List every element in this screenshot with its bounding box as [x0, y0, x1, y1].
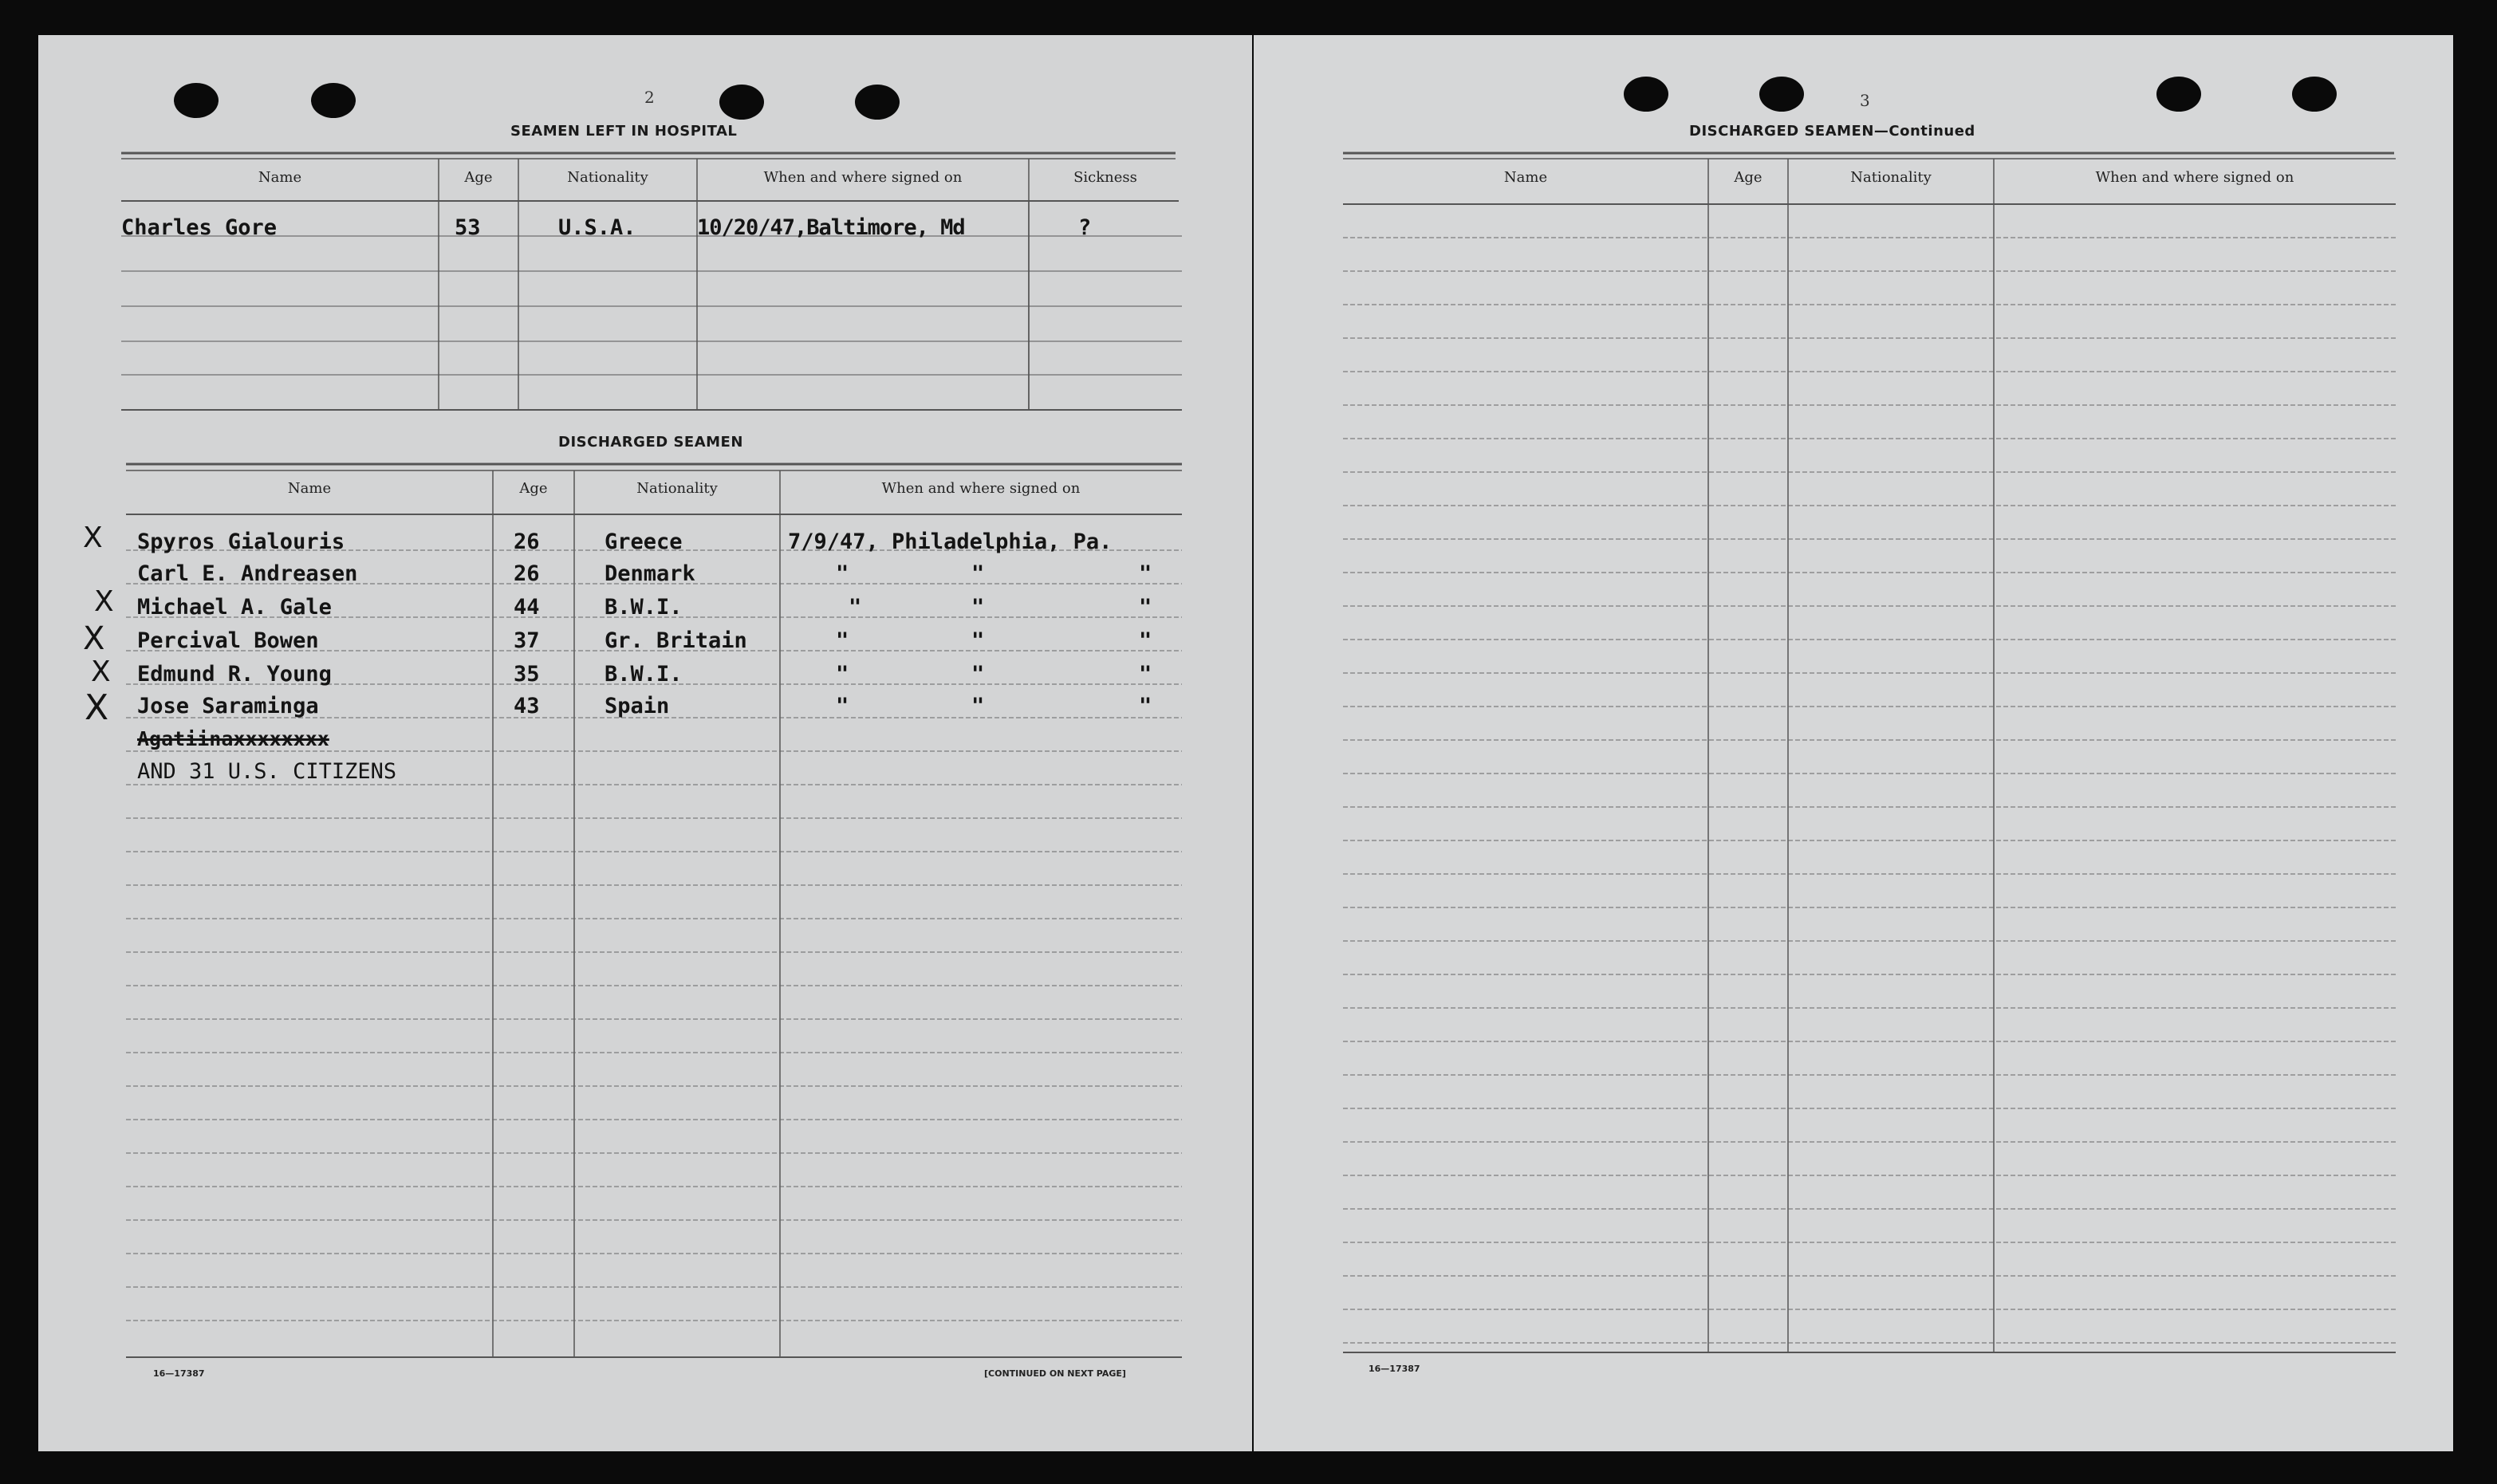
- ditto-mark: ": [971, 694, 985, 718]
- form-number: 16—17387: [153, 1368, 205, 1379]
- check-mark: X: [94, 585, 114, 618]
- ditto-mark: ": [1139, 628, 1152, 653]
- discharged-age: 37: [514, 628, 540, 653]
- discharged-nationality: Gr. Britain: [605, 628, 747, 653]
- ditto-mark: ": [836, 561, 849, 586]
- hospital-row-sickness: ?: [1078, 215, 1092, 240]
- discharged-nationality: Denmark: [605, 561, 695, 586]
- section-title: DISCHARGED SEAMEN—Continued: [1689, 123, 1975, 140]
- discharged-age: 26: [514, 529, 540, 554]
- hospital-col-age: Age: [464, 169, 493, 186]
- ditto-mark: ": [836, 694, 849, 718]
- ditto-mark: ": [971, 628, 985, 653]
- ditto-mark: ": [1139, 561, 1152, 586]
- struck-out-entry: Agatiinaxxxxxxxx: [137, 727, 329, 750]
- hospital-col-signed-on: When and where signed on: [763, 169, 963, 186]
- ditto-mark: ": [971, 662, 985, 687]
- check-mark: X: [83, 522, 103, 554]
- col-age: Age: [1734, 169, 1762, 186]
- hospital-row-signed-on: 10/20/47,Baltimore, Md: [697, 215, 965, 240]
- discharged-col-signed-on: When and where signed on: [881, 480, 1081, 497]
- right-page-rules: [1254, 35, 2453, 1451]
- ditto-mark: ": [1139, 662, 1152, 687]
- discharged-nationality: Spain: [605, 694, 670, 718]
- hospital-col-name: Name: [258, 169, 302, 186]
- check-mark: X: [91, 655, 111, 688]
- discharged-age: 35: [514, 662, 540, 687]
- discharged-signed-on: 7/9/47, Philadelphia, Pa.: [788, 529, 1113, 554]
- discharged-nationality: B.W.I.: [605, 662, 683, 687]
- ditto-mark: ": [849, 595, 862, 620]
- check-mark: X: [85, 687, 109, 728]
- discharged-name: Percival Bowen: [137, 628, 319, 653]
- us-citizens-note: AND 31 U.S. CITIZENS: [137, 759, 397, 784]
- discharged-col-name: Name: [287, 480, 332, 497]
- discharged-name: Spyros Gialouris: [137, 529, 345, 554]
- discharged-col-age: Age: [519, 480, 548, 497]
- ditto-mark: ": [971, 595, 985, 620]
- discharged-name: Carl E. Andreasen: [137, 561, 358, 586]
- col-nationality: Nationality: [1850, 169, 1932, 186]
- hospital-row-age: 53: [455, 215, 481, 240]
- discharged-age: 43: [514, 694, 540, 718]
- continued-note: [CONTINUED ON NEXT PAGE]: [984, 1368, 1126, 1379]
- hospital-row-name: Charles Gore: [121, 215, 278, 240]
- hospital-row-nationality: U.S.A.: [558, 215, 636, 240]
- ditto-mark: ": [1139, 595, 1152, 620]
- ditto-mark: ": [836, 662, 849, 687]
- discharged-name: Jose Saraminga: [137, 694, 319, 718]
- col-name: Name: [1503, 169, 1548, 186]
- discharged-name: Edmund R. Young: [137, 662, 332, 687]
- ditto-mark: ": [1139, 694, 1152, 718]
- form-number: 16—17387: [1369, 1364, 1420, 1374]
- hospital-col-sickness: Sickness: [1073, 169, 1137, 186]
- page-number: 2: [644, 88, 655, 107]
- discharged-col-nationality: Nationality: [636, 480, 718, 497]
- discharged-name: Michael A. Gale: [137, 595, 332, 620]
- discharged-age: 26: [514, 561, 540, 586]
- hospital-col-nationality: Nationality: [567, 169, 648, 186]
- hospital-section-title: SEAMEN LEFT IN HOSPITAL: [510, 123, 738, 140]
- discharged-nationality: B.W.I.: [605, 595, 683, 620]
- right-page: [1254, 35, 2453, 1451]
- ditto-mark: ": [836, 628, 849, 653]
- check-mark: X: [83, 620, 105, 657]
- col-signed-on: When and where signed on: [2095, 169, 2294, 186]
- discharged-nationality: Greece: [605, 529, 683, 554]
- discharged-section-title: DISCHARGED SEAMEN: [558, 434, 743, 451]
- page-number: 3: [1860, 91, 1870, 110]
- discharged-age: 44: [514, 595, 540, 620]
- ditto-mark: ": [971, 561, 985, 586]
- left-page: [38, 35, 1252, 1451]
